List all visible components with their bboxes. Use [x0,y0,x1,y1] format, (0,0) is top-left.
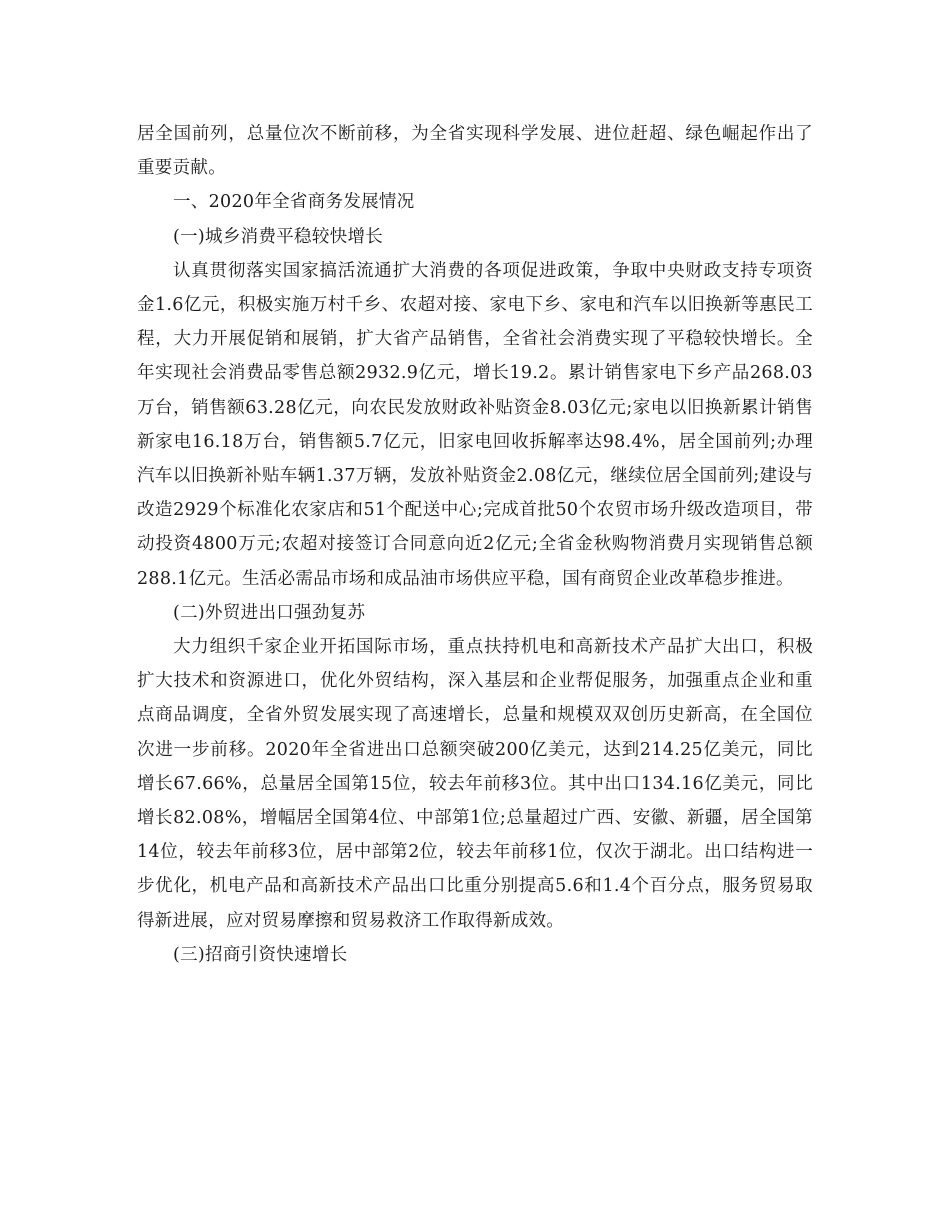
paragraph-continuation: 居全国前列，总量位次不断前移，为全省实现科学发展、进位赶超、绿色崛起作出了重要贡献。 [137,124,813,179]
paragraph-foreign-trade: 大力组织千家企业开拓国际市场，重点扶持机电和高新技术产品扩大出口，积极扩大技术和资源进口，优化外贸结构，深入基层和企业帮促服务，加强重点企业和重点商品调度，全省外贸发展实现了高速增长，总量和规模双双创历史新高，在全国位次进一步前移。2020年全省进出口总额突破200亿美元，达到214.25亿美元，同比增长67.66%，总量居全国第15位，较去年前移3位。其中出口134.16亿美元，同比增长82.08%，增幅居全国第4位、中部第1位;总量超过广西、安徽、新疆，居全国第14位，较去年前移3位，居中部第2位，较去年前移1位，仅次于湖北。出口结构进一步优化，机电产品和高新技术产品出口比重分别提高5.6和1.4个百分点，服务贸易取得新进展，应对贸易摩擦和贸易救济工作取得新成效。 [137,637,813,931]
paragraph-consumption: 认真贯彻落实国家搞活流通扩大消费的各项促进政策，争取中央财政支持专项资金1.6亿元，积极实施万村千乡、农超对接、家电下乡、家电和汽车以旧换新等惠民工程，大力开展促销和展销，扩大省产品销售，全省社会消费实现了平稳较快增长。全年实现社会消费品零售总额2932.9亿元，增长19.2。累计销售家电下乡产品268.03万台，销售额63.28亿元，向农民发放财政补贴资金8.03亿元;家电以旧换新累计销售新家电16.18万台，销售额5.7亿元，旧家电回收拆解率达98.4%，居全国前列;办理汽车以旧换新补贴车辆1.37万辆，发放补贴资金2.08亿元，继续位居全国前列;建设与改造2929个标准化农家店和51个配送中心;完成首批50个农贸市场升级改造项目，带动投资4800万元;农超对接签订合同意向近2亿元;全省金秋购物消费月实现销售总额288.1亿元。生活必需品市场和成品油市场供应平稳，国有商贸企业改革稳步推进。 [137,260,813,589]
section-heading: 一、2020年全省商务发展情况 [173,192,415,213]
document-body [137,117,813,972]
subsection-heading-consumption: (一)城乡消费平稳较快增长 [173,226,384,247]
subsection-heading-investment: (三)招商引资快速增长 [173,944,348,965]
subsection-heading-foreign-trade: (二)外贸进出口强劲复苏 [173,602,366,623]
